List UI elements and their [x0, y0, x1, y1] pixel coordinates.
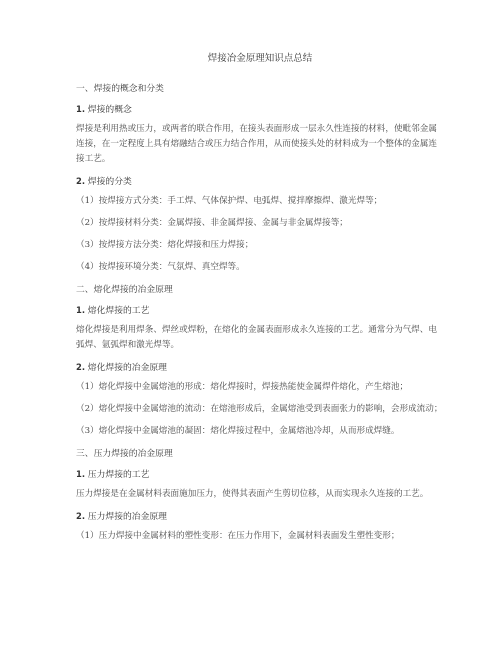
- list-item: （2）按焊接材料分类：金属焊接、非金属焊接、金属与非金属焊接等；: [76, 218, 348, 228]
- subheading-2-2: [76, 360, 444, 373]
- subheading-text: 熔化焊接的工艺: [85, 306, 150, 316]
- list-item: （1）按焊接方式分类：手工焊、气体保护焊、电弧焊、搅拌摩擦焊、激光焊等；: [76, 196, 383, 206]
- subheading-text: 压力焊接的冶金原理: [85, 512, 167, 522]
- paragraph-3-1: 压力焊接是在金属材料表面施加压力，使得其表面产生剪切位移，从而实现永久连接的工艺。: [76, 489, 429, 499]
- subheading-number: 1.: [76, 104, 86, 114]
- section-heading-1: 一、焊接的概念和分类: [76, 84, 164, 94]
- list-item: （3）按焊接方法分类：熔化焊接和压力焊接；: [76, 240, 254, 250]
- list-item: （1）压力焊接中金属材料的塑性变形：在压力作用下，金属材料表面发生塑性变形；: [76, 531, 400, 541]
- subheading-2-1: [76, 303, 444, 316]
- document-title: 焊接冶金原理知识点总结: [207, 53, 313, 64]
- paragraph-2-1: 熔化焊接是利用焊条、焊丝或焊粉，在熔化的金属表面形成永久连接的工艺。通常分为气焊、电弧焊、氩弧焊和激光焊等。: [76, 325, 437, 350]
- section-heading-2: 二、熔化焊接的冶金原理: [76, 285, 173, 295]
- list-item: （3）熔化焊接中金属熔池的凝固：熔化焊接过程中，金属熔池冷却，从而形成焊缝。: [76, 426, 400, 436]
- subheading-text: 焊接的分类: [85, 177, 132, 187]
- subheading-number: 2.: [76, 176, 86, 186]
- list-item: （1）熔化焊接中金属熔池的形成：熔化焊接时，焊接热能使金属焊件熔化，产生熔池；: [76, 382, 409, 392]
- list-item: （4）按焊接环境分类：气氛焊、真空焊等。: [76, 262, 245, 272]
- subheading-3-1: [76, 467, 444, 480]
- paragraph-1-1: 焊接是利用热或压力，或两者的联合作用，在接头表面形成一层永久性连接的材料，使毗邻金属连接，在一定程度上具有熔融结合或压力结合作用，从而使接头处的材料成为一个整体的金属连接工艺。: [76, 124, 437, 164]
- subheading-1-2: [76, 174, 444, 187]
- subheading-1-1: [76, 102, 444, 115]
- subheading-3-2: [76, 509, 444, 522]
- section-heading-3: 三、压力焊接的冶金原理: [76, 449, 173, 459]
- subheading-number: 1.: [76, 469, 86, 479]
- subheading-number: 1.: [76, 305, 86, 315]
- subheading-text: 焊接的概念: [85, 105, 132, 115]
- list-item: （2）熔化焊接中金属熔池的流动：在熔池形成后，金属熔池受到表面张力的影响，会形成流动；: [76, 404, 443, 414]
- subheading-number: 2.: [76, 362, 86, 372]
- subheading-number: 2.: [76, 511, 86, 521]
- subheading-text: 熔化焊接的冶金原理: [85, 363, 167, 373]
- subheading-text: 压力焊接的工艺: [85, 470, 150, 480]
